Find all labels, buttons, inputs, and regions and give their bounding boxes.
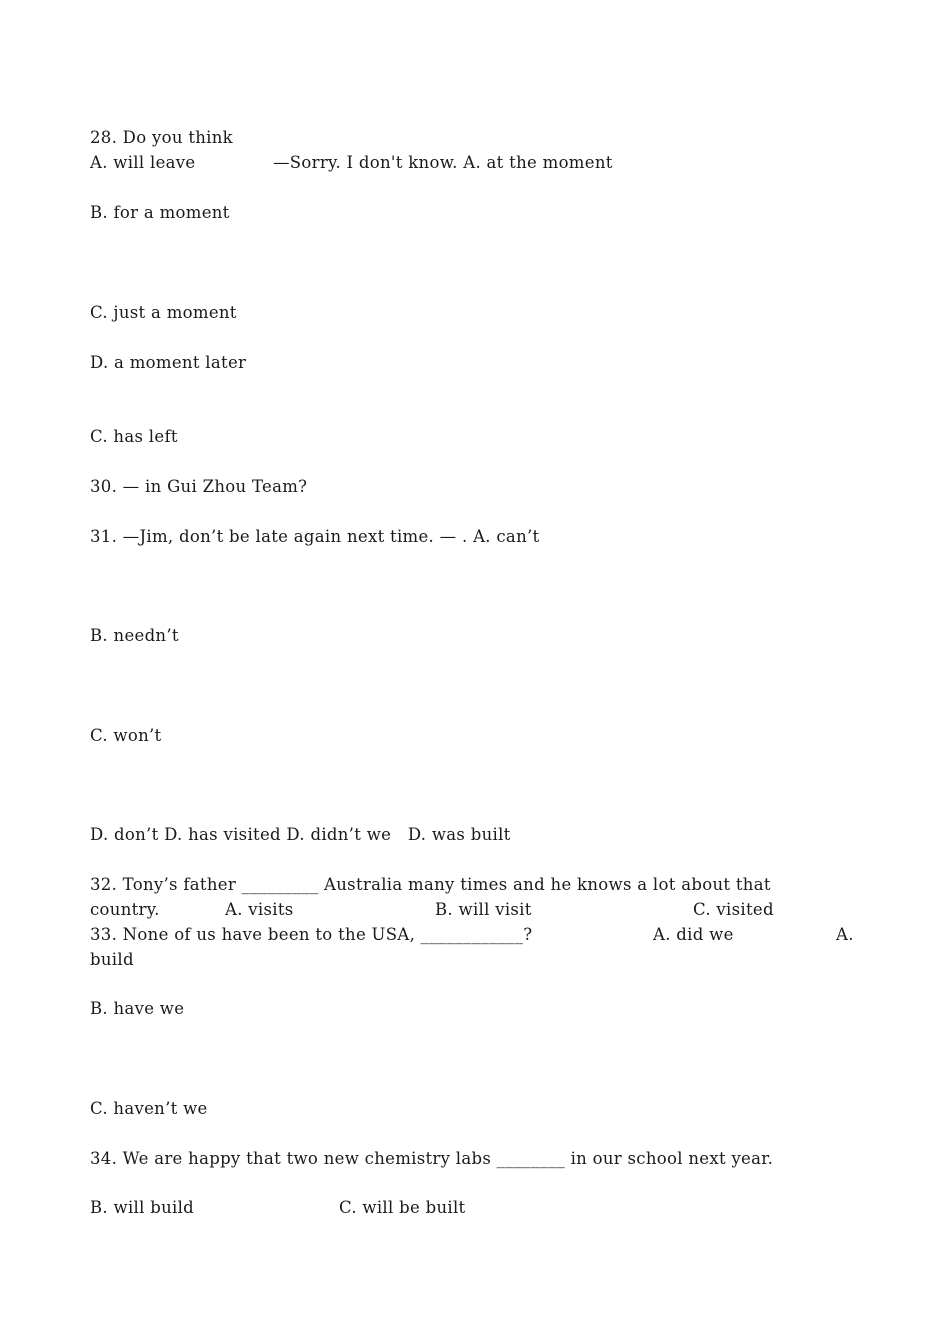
question-31-option-b: B. needn’t [90, 626, 179, 645]
question-28-stem: 28. Do you think [90, 128, 233, 147]
question-33-option-c: C. haven’t we [90, 1099, 208, 1118]
question-32-option-b: B. will visit [435, 900, 532, 919]
question-29-option-c: C. just a moment [90, 303, 237, 322]
question-29-option-b: B. for a moment [90, 203, 230, 222]
question-29-option-d: D. a moment later [90, 353, 247, 372]
mixed-option-d-row: D. don’t D. has visited D. didn’t we D. was built [90, 825, 511, 844]
question-32-stem: 32. Tony’s father _________ Australia many times and he knows a lot about that [90, 875, 771, 894]
question-34-option-b: B. will build [90, 1198, 195, 1217]
question-32-option-a: A. visits [225, 900, 294, 919]
question-28-option-a: A. will leave [90, 153, 196, 172]
question-28-option-c: C. has left [90, 427, 178, 446]
question-34-option-c: C. will be built [339, 1198, 466, 1217]
question-32-stem-continued: country. [90, 900, 160, 919]
question-29-dialogue: —Sorry. I don't know. A. at the moment [273, 153, 613, 172]
question-34-stem: 34. We are happy that two new chemistry labs ________ in our school next year. [90, 1149, 774, 1168]
question-34-option-a-label: A. [836, 925, 854, 944]
question-34-option-a: build [90, 950, 134, 969]
question-30-stem: 30. — in Gui Zhou Team? [90, 477, 308, 496]
question-31-stem: 31. —Jim, don’t be late again next time. — . A. can’t [90, 527, 540, 546]
question-31-option-c: C. won’t [90, 726, 162, 745]
question-33-option-a: A. did we [653, 925, 734, 944]
question-32-option-c: C. visited [693, 900, 774, 919]
question-33-option-b: B. have we [90, 999, 185, 1018]
question-33-stem: 33. None of us have been to the USA, ____________? [90, 925, 533, 944]
